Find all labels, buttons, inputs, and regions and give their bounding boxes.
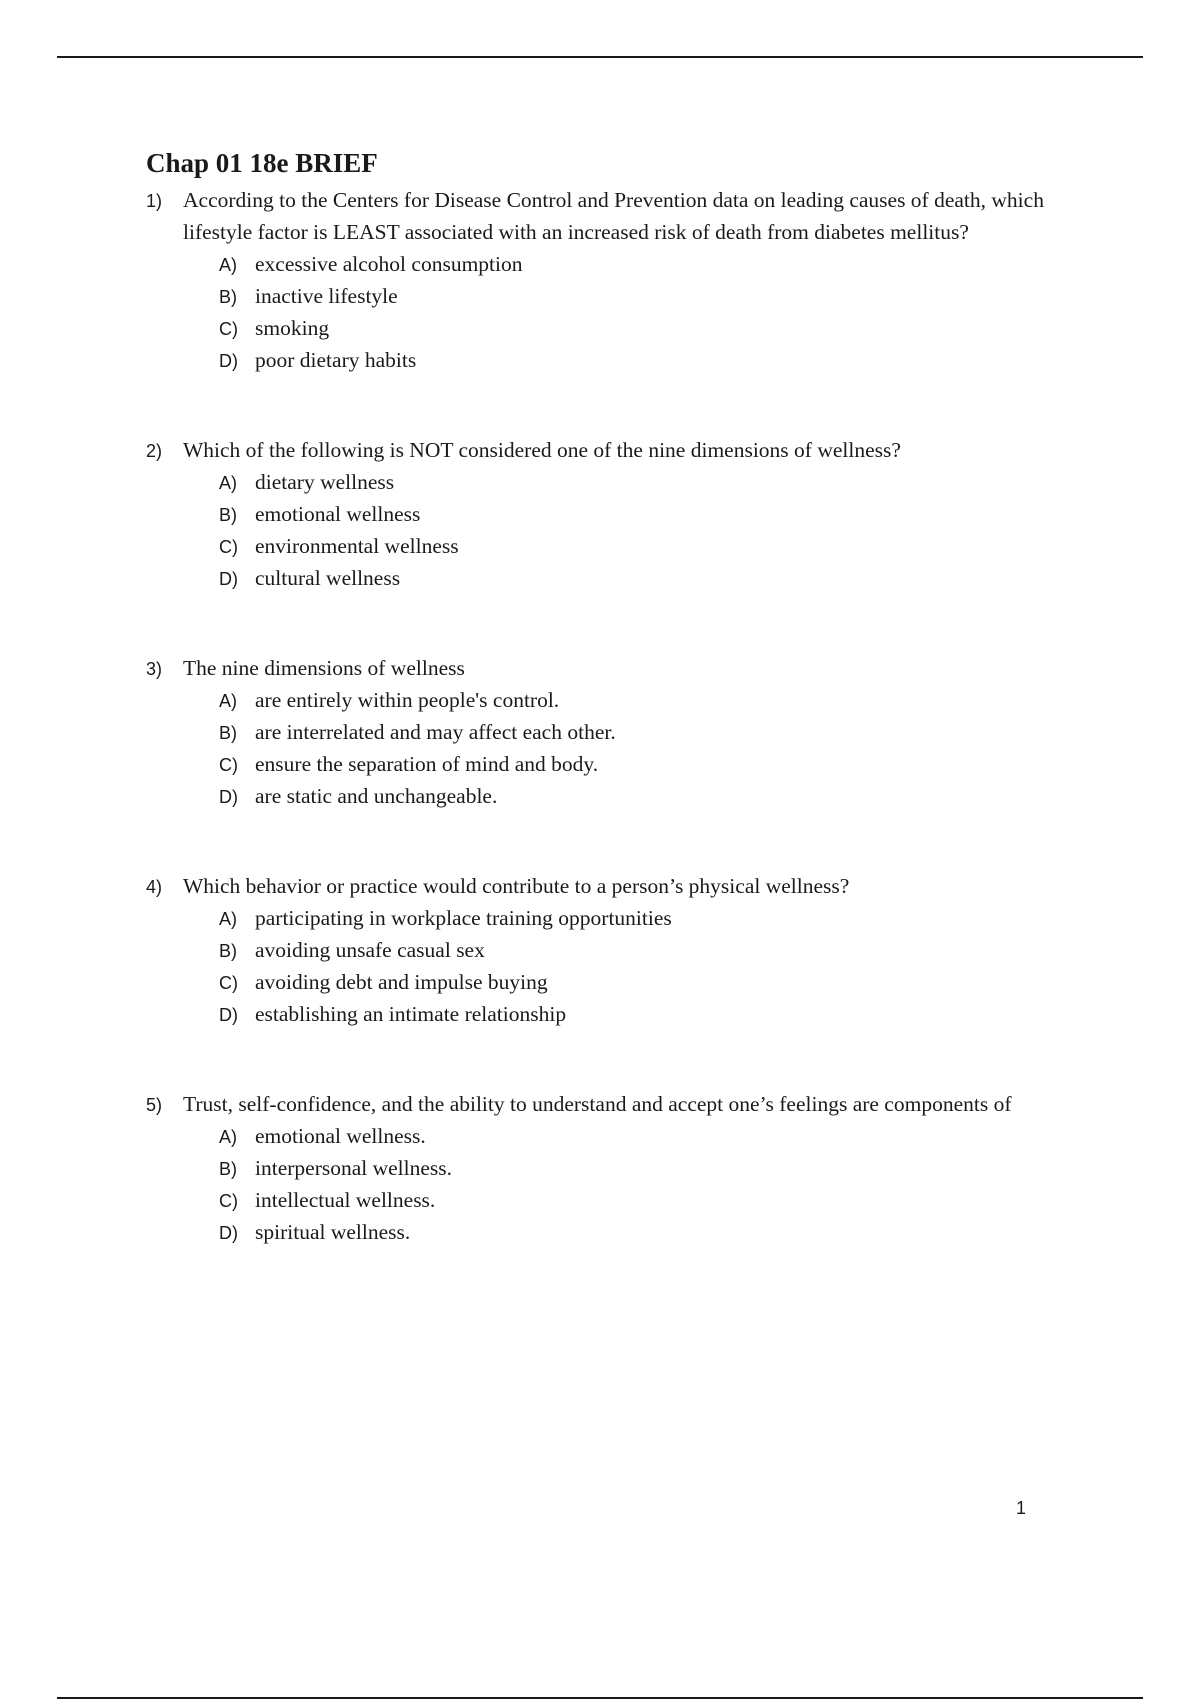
- question-number: 5): [146, 1095, 163, 1115]
- option-text: avoiding debt and impulse buying: [255, 970, 548, 994]
- answer-option-c: [219, 530, 1096, 562]
- answer-option-d: [219, 344, 1096, 376]
- option-letter: B): [219, 723, 237, 743]
- option-text: ensure the separation of mind and body.: [255, 752, 599, 776]
- question-5: [146, 1088, 1096, 1248]
- question-number: 3): [146, 659, 163, 679]
- answer-option-c: [219, 1184, 1096, 1216]
- option-letter: B): [219, 1159, 237, 1179]
- question-1: [146, 184, 1096, 376]
- answer-option-a: [219, 466, 1096, 498]
- question-text: The nine dimensions of wellness: [183, 656, 465, 680]
- answer-option-d: [219, 780, 1096, 812]
- option-text: poor dietary habits: [255, 348, 417, 372]
- question-4: [146, 870, 1096, 1030]
- option-text: environmental wellness: [255, 534, 459, 558]
- top-rule: [57, 56, 1143, 58]
- answer-options: [183, 684, 1096, 812]
- question-number: 1): [146, 191, 163, 211]
- answer-option-b: [219, 716, 1096, 748]
- question-number: 2): [146, 441, 163, 461]
- option-text: inactive lifestyle: [255, 284, 398, 308]
- option-letter: D): [219, 569, 238, 589]
- option-text: spiritual wellness.: [255, 1220, 411, 1244]
- option-letter: C): [219, 755, 238, 775]
- question-text: Which behavior or practice would contribute to a person’s physical wellness?: [183, 874, 850, 898]
- answer-option-a: [219, 902, 1096, 934]
- option-letter: D): [219, 1005, 238, 1025]
- option-text: dietary wellness: [255, 470, 395, 494]
- option-text: excessive alcohol consumption: [255, 252, 523, 276]
- option-text: establishing an intimate relationship: [255, 1002, 567, 1026]
- option-text: emotional wellness.: [255, 1124, 426, 1148]
- option-letter: C): [219, 1191, 238, 1211]
- option-letter: D): [219, 787, 238, 807]
- option-text: interpersonal wellness.: [255, 1156, 453, 1180]
- option-letter: D): [219, 1223, 238, 1243]
- option-letter: A): [219, 1127, 237, 1147]
- question-text: According to the Centers for Disease Control and Prevention data on leading causes of death, which lifestyle factor is LEAST associated with an increased risk of death from diabetes mellitus?: [183, 188, 1044, 244]
- answer-option-b: [219, 934, 1096, 966]
- option-letter: B): [219, 941, 237, 961]
- bottom-rule: [57, 1697, 1143, 1699]
- option-letter: D): [219, 351, 238, 371]
- question-2: [146, 434, 1096, 594]
- option-letter: A): [219, 473, 237, 493]
- option-letter: C): [219, 973, 238, 993]
- option-text: intellectual wellness.: [255, 1188, 436, 1212]
- answer-options: [183, 1120, 1096, 1248]
- option-letter: B): [219, 505, 237, 525]
- answer-option-b: [219, 498, 1096, 530]
- page-number: 1: [1016, 1498, 1027, 1518]
- answer-option-a: [219, 1120, 1096, 1152]
- document-body: [146, 146, 1096, 1306]
- option-letter: A): [219, 255, 237, 275]
- answer-options: [183, 248, 1096, 376]
- option-text: are entirely within people's control.: [255, 688, 560, 712]
- question-text: Which of the following is NOT considered one of the nine dimensions of wellness?: [183, 438, 901, 462]
- answer-option-c: [219, 312, 1096, 344]
- question-3: [146, 652, 1096, 812]
- option-text: cultural wellness: [255, 566, 401, 590]
- answer-option-c: [219, 748, 1096, 780]
- option-text: participating in workplace training opportunities: [255, 906, 672, 930]
- answer-options: [183, 466, 1096, 594]
- option-letter: A): [219, 909, 237, 929]
- answer-option-d: [219, 1216, 1096, 1248]
- option-letter: B): [219, 287, 237, 307]
- question-number: 4): [146, 877, 163, 897]
- answer-options: [183, 902, 1096, 1030]
- answer-option-b: [219, 280, 1096, 312]
- option-letter: C): [219, 537, 238, 557]
- option-text: emotional wellness: [255, 502, 421, 526]
- option-text: are static and unchangeable.: [255, 784, 498, 808]
- option-text: are interrelated and may affect each other.: [255, 720, 616, 744]
- answer-option-a: [219, 684, 1096, 716]
- option-letter: C): [219, 319, 238, 339]
- option-letter: A): [219, 691, 237, 711]
- answer-option-a: [219, 248, 1096, 280]
- answer-option-b: [219, 1152, 1096, 1184]
- answer-option-c: [219, 966, 1096, 998]
- option-text: smoking: [255, 316, 330, 340]
- option-text: avoiding unsafe casual sex: [255, 938, 485, 962]
- answer-option-d: [219, 562, 1096, 594]
- question-text: Trust, self-confidence, and the ability to understand and accept one’s feelings are components of: [183, 1092, 1012, 1116]
- document-title: Chap 01 18e BRIEF: [146, 148, 378, 178]
- answer-option-d: [219, 998, 1096, 1030]
